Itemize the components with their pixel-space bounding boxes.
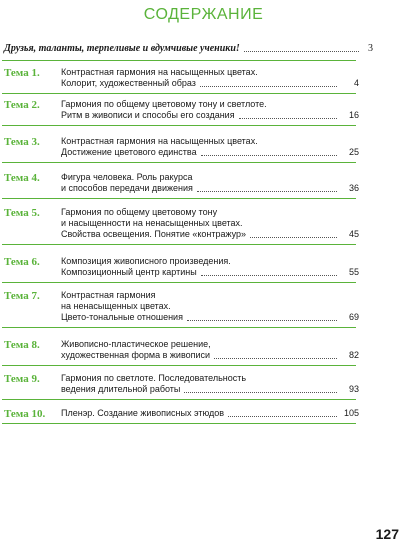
topic-title-line — [61, 312, 359, 323]
topic-title-text: Контрастная гармония — [61, 290, 156, 300]
topic-page: 93 — [348, 384, 359, 394]
topic-title-text: Пленэр. Создание живописных этюдов — [61, 408, 225, 418]
leader-dots — [200, 86, 337, 87]
topic-title-text: и насыщенности на ненасыщенных цветах. — [61, 218, 243, 228]
topic-title-text: на ненасыщенных цветах. — [61, 301, 171, 311]
topic-title-line — [61, 408, 359, 419]
leader-dots — [201, 155, 337, 156]
divider-line — [2, 125, 356, 126]
topic-title-text: Живописно-пластическое решение, — [61, 339, 211, 349]
topic-number: Тема 3. — [4, 136, 40, 148]
intro-entry — [4, 43, 373, 54]
page-title: СОДЕРЖАНИЕ — [143, 6, 264, 23]
leader-dots — [187, 320, 337, 321]
topic-number: Тема 5. — [4, 207, 40, 219]
topic-title-text: Контрастная гармония на насыщенных цветах. — [61, 67, 258, 77]
topic-title-line — [61, 384, 359, 395]
divider-line — [2, 162, 356, 163]
topic-title-text: Контрастная гармония на насыщенных цветах. — [61, 136, 258, 146]
topic-title-line — [61, 267, 359, 278]
topic-title-line — [61, 99, 359, 110]
topic-number: Тема 7. — [4, 290, 40, 302]
topic-title-line — [61, 350, 359, 361]
leader-dots — [201, 275, 337, 276]
intro-page: 3 — [368, 43, 373, 54]
divider-line — [2, 365, 356, 366]
topic-title-line — [61, 218, 359, 229]
topic-page: 16 — [348, 110, 359, 120]
topic-number: Тема 1. — [4, 67, 40, 79]
topic-number: Тема 10. — [4, 408, 46, 420]
intro-text: Друзья, таланты, терпеливые и вдумчивые ученики! — [4, 43, 240, 54]
leader-dots — [214, 358, 337, 359]
topic-title-text: Гармония по общему цветовому тону — [61, 207, 218, 217]
leader-dots — [197, 191, 337, 192]
leader-dots — [244, 51, 359, 52]
topic-title-text: Композиционный центр картины — [61, 267, 197, 277]
topic-number: Тема 9. — [4, 373, 40, 385]
leader-dots — [184, 392, 337, 393]
topic-number: Тема 2. — [4, 99, 40, 111]
topic-title-line — [61, 229, 359, 240]
topic-title-text: Свойства освещения. Понятие «контражур» — [61, 229, 247, 239]
topic-page: 55 — [348, 267, 359, 277]
topic-title-text: Цвето-тональные отношения — [61, 312, 183, 322]
topic-title-text: Гармония по светлоте. Последовательность — [61, 373, 247, 383]
divider-line — [2, 93, 356, 94]
topic-title-line — [61, 78, 359, 89]
topic-title-line — [61, 290, 359, 301]
topic-page: 25 — [348, 147, 359, 157]
topic-title-line — [61, 339, 359, 350]
topic-page: 82 — [348, 350, 359, 360]
topic-title-line — [61, 110, 359, 121]
topic-title-text: Композиция живописного произведения. — [61, 256, 231, 266]
topic-title-line — [61, 256, 359, 267]
leader-dots — [250, 237, 337, 238]
divider-line — [2, 282, 356, 283]
topic-title-line — [61, 373, 359, 384]
leader-dots — [228, 416, 337, 417]
topic-title-text: Достижение цветового единства — [61, 147, 197, 157]
divider-line — [2, 198, 356, 199]
topic-title-line — [61, 301, 359, 312]
topic-number: Тема 4. — [4, 172, 40, 184]
topic-number: Тема 6. — [4, 256, 40, 268]
topic-title-text: и способов передачи движения — [61, 183, 193, 193]
topic-title-line — [61, 136, 359, 147]
topic-title-line — [61, 67, 359, 78]
topic-title-text: ведения длительной работы — [61, 384, 181, 394]
topic-number: Тема 8. — [4, 339, 40, 351]
topic-page: 36 — [348, 183, 359, 193]
divider-line — [2, 60, 356, 61]
topic-title-text: художественная форма в живописи — [61, 350, 211, 360]
topic-page: 69 — [348, 312, 359, 322]
divider-line — [2, 327, 356, 328]
topic-page: 105 — [343, 408, 359, 418]
topic-title-text: Гармония по общему цветовому тону и светлоте. — [61, 99, 267, 109]
topic-title-text: Колорит, художественный образ — [61, 78, 196, 88]
topic-title-line — [61, 172, 359, 183]
divider-line — [2, 244, 356, 245]
topic-title-line — [61, 147, 359, 158]
topic-page: 4 — [353, 78, 359, 88]
topic-page: 45 — [348, 229, 359, 239]
topic-title-line — [61, 183, 359, 194]
topic-title-line — [61, 207, 359, 218]
topic-title-text: Ритм в живописи и способы его создания — [61, 110, 235, 120]
topic-title-text: Фигура человека. Роль ракурса — [61, 172, 193, 182]
divider-line — [2, 399, 356, 400]
leader-dots — [239, 118, 337, 119]
page-number: 127 — [375, 526, 399, 542]
divider-line — [2, 423, 356, 424]
